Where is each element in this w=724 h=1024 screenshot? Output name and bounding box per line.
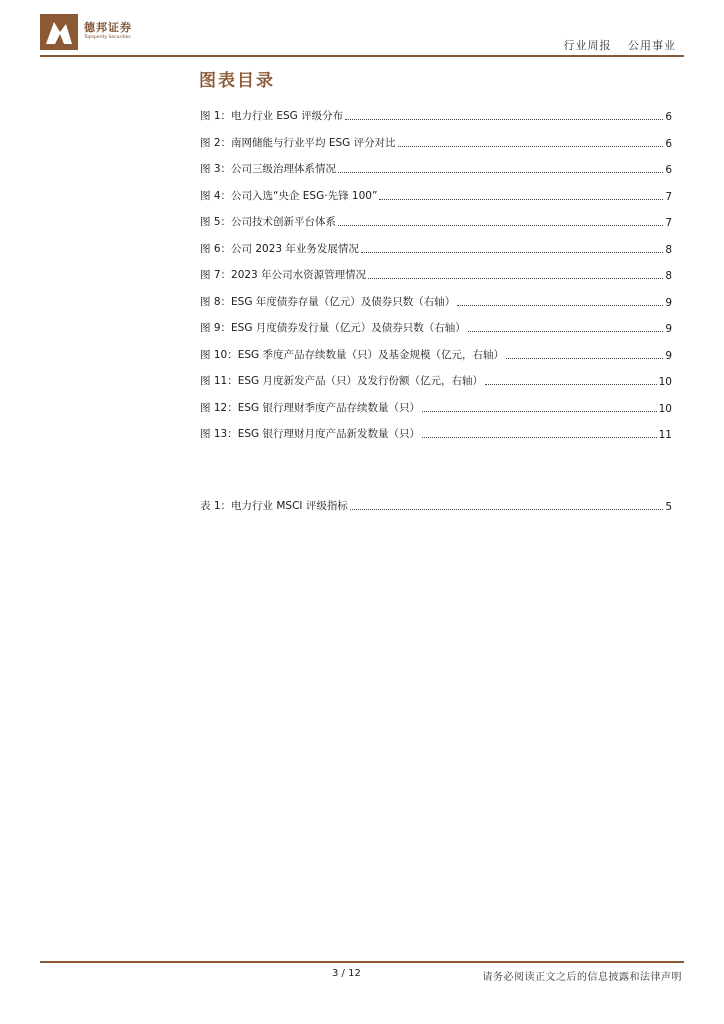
toc-entry-figure-12[interactable]: [200, 397, 672, 415]
toc-entry-page: 7: [665, 190, 672, 203]
toc-leader-dots: [398, 146, 664, 147]
toc-leader-dots: [350, 509, 663, 510]
logo-text-en: Topsperity Securities: [84, 35, 131, 40]
toc-entry-page: 10: [658, 376, 672, 388]
toc-entry-page: 9: [665, 296, 672, 309]
toc-entry-figure-3[interactable]: [200, 158, 672, 176]
toc-entry-page: 6: [665, 137, 672, 150]
toc-entry-page: 6: [665, 164, 672, 176]
toc-entry-figure-11[interactable]: [200, 370, 672, 388]
header-divider: [40, 55, 684, 57]
toc-entry-label: 图 13：ESG 银行理财月度产品新发数量（只）: [200, 428, 420, 440]
toc-entry-page: 9: [665, 323, 672, 335]
legal-disclaimer[interactable]: 请务必阅读正文之后的信息披露和法律声明: [482, 972, 682, 983]
toc-entry-figure-2[interactable]: [200, 132, 672, 150]
toc-entry-label: 图 3：公司三级治理体系情况: [200, 163, 337, 175]
toc-entry-figure-5[interactable]: [200, 211, 672, 229]
report-category: 行业周报: [563, 39, 612, 52]
toc-leader-dots: [361, 252, 663, 253]
toc-entry-figure-7[interactable]: [200, 264, 672, 282]
report-sector: 公用事业: [628, 39, 676, 52]
toc-entry-figure-1[interactable]: [200, 105, 672, 123]
toc-entry-figure-8[interactable]: [200, 291, 672, 309]
footer-divider: [40, 961, 684, 963]
toc-entry-table-1[interactable]: [200, 495, 672, 513]
logo-emblem-icon: [40, 14, 78, 50]
toc-entry-label: 表 1：电力行业 MSCI 评级指标: [200, 500, 348, 512]
toc-entry-page: 7: [665, 217, 672, 229]
toc-leader-dots: [457, 305, 663, 306]
toc-leader-dots: [422, 437, 657, 438]
toc-entry-figure-4[interactable]: [200, 185, 672, 203]
toc-entry-label: 图 6：公司 2023 年业务发展情况: [200, 242, 359, 255]
company-logo: [40, 14, 160, 50]
page-number: 3 / 12: [332, 968, 361, 979]
toc-entry-page: 9: [665, 349, 672, 362]
header-report-info: [564, 37, 677, 53]
page-header: [0, 0, 724, 60]
toc-leader-dots: [379, 199, 663, 200]
toc-leader-dots: [485, 384, 657, 385]
toc-leader-dots: [338, 172, 663, 173]
toc-leader-dots: [506, 358, 663, 359]
toc-entry-label: 图 9：ESG 月度债券发行量（亿元）及债券只数（右轴）: [200, 322, 466, 334]
toc-entry-figure-10[interactable]: [200, 344, 672, 362]
toc-entry-label: 图 4：公司入选“央企 ESG·先锋 100”: [200, 189, 378, 202]
toc-entry-figure-13[interactable]: [200, 423, 672, 441]
toc-leader-dots: [368, 278, 663, 279]
toc-entry-label: 图 8：ESG 年度债券存量（亿元）及债券只数（右轴）: [200, 295, 456, 308]
toc-entry-label: 图 2：南网储能与行业平均 ESG 评分对比: [200, 136, 396, 149]
toc-entry-page: 8: [665, 243, 672, 256]
toc-leader-dots: [468, 331, 664, 332]
toc-entry-page: 10: [658, 402, 672, 415]
logo-text-cn: 德邦证券: [84, 21, 132, 34]
toc-entry-label: 图 12：ESG 银行理财季度产品存续数量（只）: [200, 401, 420, 414]
toc-entry-label: 图 10：ESG 季度产品存续数量（只）及基金规模（亿元，右轴）: [200, 348, 504, 361]
toc-entry-page: 8: [665, 270, 672, 282]
toc-entry-label: 图 1：电力行业 ESG 评级分布: [200, 110, 344, 122]
toc-leader-dots: [338, 225, 663, 226]
toc-entry-label: 图 7：2023 年公司水资源管理情况: [200, 269, 367, 281]
toc-entry-page: 11: [658, 429, 672, 441]
toc-entry-figure-6[interactable]: [200, 238, 672, 256]
toc-entry-page: 5: [665, 501, 672, 513]
toc-leader-dots: [422, 411, 657, 412]
toc-entry-figure-9[interactable]: [200, 317, 672, 335]
toc-entry-label: 图 5：公司技术创新平台体系: [200, 216, 337, 228]
toc-leader-dots: [345, 119, 663, 120]
toc-title: 图表目录: [199, 71, 275, 91]
toc-entry-page: 6: [665, 111, 672, 123]
toc-entry-label: 图 11：ESG 月度新发产品（只）及发行份额（亿元，右轴）: [200, 375, 483, 387]
